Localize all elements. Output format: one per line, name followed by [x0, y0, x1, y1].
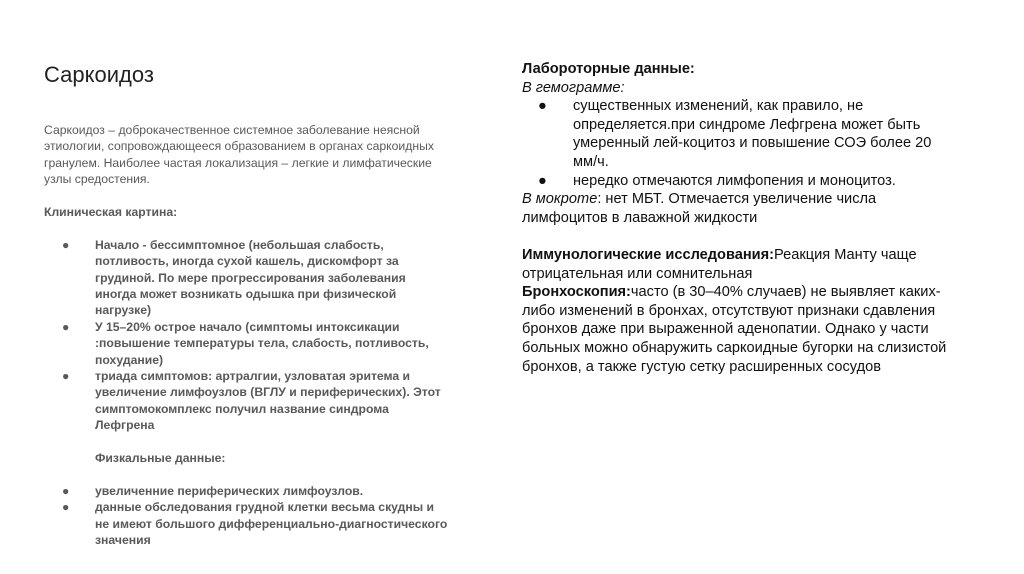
slide-title: Саркоидоз — [44, 62, 154, 87]
list-item: ● Начало - бессимптомное (небольшая слабость, потливость, иногда сухой кашель, дискомфорт за грудиной. По мере прогрессирования заболевания иногда может возникать одышка при физической нагрузке) — [62, 237, 406, 318]
clinical-heading: Клиническая картина: — [44, 205, 178, 220]
physical-list — [44, 483, 484, 549]
physical-heading: Физкальные данные: — [95, 451, 226, 466]
list-item: ● У 15–20% острое начало (симптомы интоксикации :повышение температуры тела, слабость, потливость, похудание) — [62, 319, 429, 367]
immuno-paragraph: Иммунологические исследования:Реакция Манту чаще отрицательная или сомнительная — [522, 246, 917, 282]
hemogram-list — [522, 97, 992, 190]
list-item: ● существенных изменений, как правило, не определяется.при синдроме Лефгрена может быть умеренный лей-коцитоз и повышение СОЭ более 20 мм/ч. — [538, 98, 932, 170]
bullet-icon: ● — [62, 483, 70, 498]
left-column — [44, 122, 484, 549]
bullet-icon: ● — [538, 172, 547, 189]
list-item: ● нередко отмечаются лимфопения и моноцитоз. — [538, 172, 896, 189]
bullet-icon: ● — [62, 500, 70, 515]
right-column — [522, 60, 992, 376]
hemogram-label: В гемограмме: — [522, 79, 625, 96]
sputum-paragraph: В мокроте: нет МБТ. Отмечается увеличение числа лимфоцитов в лаважной жидкости — [522, 191, 877, 226]
list-item: ● увеличенние периферических лимфоузлов. — [62, 483, 364, 498]
bullet-icon: ● — [62, 319, 70, 334]
list-item: ● данные обследования грудной клетки весьма скудны и не имеют большого дифференциально-диагностического значения — [62, 500, 448, 548]
bullet-icon: ● — [62, 237, 70, 252]
bullet-icon: ● — [62, 369, 70, 384]
lab-heading: Лабороторные данные: — [522, 61, 695, 77]
bullet-icon: ● — [538, 98, 547, 115]
list-item: ● триада симптомов: артралгии, узловатая эритема и увеличение лимфоузлов (ВГЛУ и периферических). Этот симптомокомплекс получил название синдрома Лефгрена — [62, 369, 441, 433]
broncho-paragraph: Бронхоскопия:часто (в 30–40% случаев) не выявляет каких- либо изменений в бронхах, отсутствуют признаки сдавления бронхов даже при выраженной аденопатии. Однако у части больных можно обнаружить саркоидные бугорки на слизистой бронхов, а также густую сетку расширенных сосудов — [522, 284, 947, 375]
intro-paragraph: Саркоидоз – доброкачественное системное заболевание неясной этиологии, сопровождающееся образованием в органах саркоидных гранулем. Наиболее частая локализация – легкие и лимфатические узлы средостения. — [44, 123, 434, 187]
clinical-list — [44, 237, 484, 434]
